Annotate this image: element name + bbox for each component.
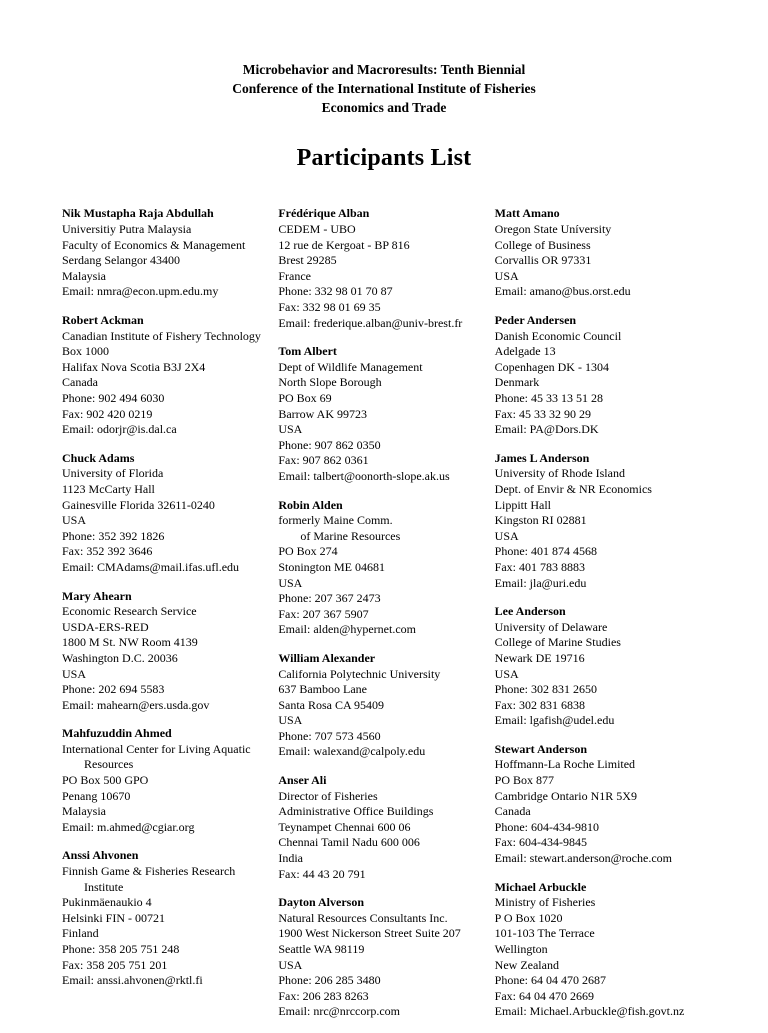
participants-column xyxy=(495,206,706,1033)
participant-detail-line: CEDEM - UBO xyxy=(278,222,356,237)
participant-detail-line: Kingston RI 02881 xyxy=(494,513,587,528)
participant-detail-line: PO Box 500 GPO xyxy=(62,773,149,788)
participant-detail-line: University of Florida xyxy=(62,466,164,481)
participant-name: Lee Anderson xyxy=(494,604,566,619)
participant-detail-line: Administrative Office Buildings xyxy=(278,804,434,819)
participant-entry xyxy=(278,206,479,331)
participant-detail-line: Wellington xyxy=(494,942,548,956)
participant-detail-line: 1123 McCarty Hall xyxy=(62,481,155,496)
participant-name: Mary Ahearn xyxy=(62,588,132,603)
participant-detail-line: India xyxy=(278,851,303,866)
participant-entry xyxy=(62,589,263,714)
participant-detail-line: Brest 29285 xyxy=(278,253,337,268)
participant-detail-line: Canadian Institute of Fishery Technology xyxy=(62,328,261,343)
participant-name: Michael Arbuckle xyxy=(494,879,587,894)
participant-detail-line: Phone: 707 573 4560 xyxy=(278,728,381,743)
participant-detail-line: Director of Fisheries xyxy=(278,788,378,803)
participant-detail-line: Dept. of Envir & NR Economics xyxy=(494,481,652,496)
participant-detail-line: formerly Maine Comm. xyxy=(278,513,393,528)
participant-detail-line: Email: lgafish@udel.edu xyxy=(494,713,615,728)
participant-entry xyxy=(278,498,479,638)
participant-detail-line: Resources xyxy=(84,757,134,772)
participant-name: Mahfuzuddin Ahmed xyxy=(62,726,172,741)
participant-detail-line: Email: Michael.Arbuckle@fish.govt.nz xyxy=(494,1004,685,1019)
participant-detail-line: Phone: 64 04 470 2687 xyxy=(494,973,606,988)
participant-detail-line: Seattle WA 98119 xyxy=(278,942,365,956)
participant-detail-line: Email: CMAdams@mail.ifas.ufl.edu xyxy=(62,559,240,574)
participants-column xyxy=(62,206,273,1001)
participant-name: Dayton Alverson xyxy=(278,895,364,910)
participant-detail-line: Washington D.C. 20036 xyxy=(62,650,178,665)
participant-name: Anssi Ahvonen xyxy=(62,848,139,863)
participant-entry xyxy=(278,773,479,882)
participant-detail-line: Canada xyxy=(494,804,531,819)
participant-detail-line: P O Box 1020 xyxy=(494,910,563,925)
participant-detail-line: Ministry of Fisheries xyxy=(494,895,596,910)
participant-detail-line: Phone: 332 98 01 70 87 xyxy=(278,284,393,299)
participant-detail-line: North Slope Borough xyxy=(278,375,382,390)
participant-detail-line: USA xyxy=(494,666,519,681)
participant-detail-line: International Center for Living Aquatic xyxy=(62,741,251,756)
participant-detail-line: Fax: 604-434-9845 xyxy=(494,835,587,850)
participant-detail-line: USDA-ERS-RED xyxy=(62,619,149,634)
participant-detail-line: Natural Resources Consultants Inc. xyxy=(278,910,448,925)
participant-detail-line: Fax: 206 283 8263 xyxy=(278,988,369,1003)
header-line-1: Microbehavior and Macroresults: Tenth Biennial xyxy=(242,62,526,77)
participant-detail-line: Email: nmra@econ.upm.edu.my xyxy=(62,284,219,299)
participant-detail-line: Malaysia xyxy=(62,268,106,283)
participant-entry xyxy=(278,344,479,484)
participant-name: Tom Albert xyxy=(278,344,337,359)
participant-detail-line: USA xyxy=(278,422,303,437)
participant-detail-line: Email: odorjr@is.dal.ca xyxy=(62,422,177,437)
participant-detail-line: Adelgade 13 xyxy=(494,344,556,359)
participant-detail-line: University of Rhode Island xyxy=(494,466,625,481)
participant-detail-line: Dept of Wildlife Management xyxy=(278,359,423,374)
participant-entry xyxy=(62,451,263,576)
participant-detail-line: California Polytechnic University xyxy=(278,666,441,681)
participant-detail-line: Pukinmäenaukio 4 xyxy=(62,895,152,910)
participant-entry xyxy=(495,451,696,591)
participant-detail-line: Fax: 44 43 20 791 xyxy=(278,866,366,881)
participant-name: Chuck Adams xyxy=(62,450,135,465)
participant-detail-line: Box 1000 xyxy=(62,344,110,359)
participant-detail-line: USA xyxy=(278,957,303,972)
participant-name: Frédérique Alban xyxy=(278,206,370,221)
participant-detail-line: Malaysia xyxy=(62,804,106,819)
participant-detail-line: Phone: 352 392 1826 xyxy=(62,528,165,543)
participant-detail-line: USA xyxy=(494,528,519,543)
participant-detail-line: Phone: 207 367 2473 xyxy=(278,591,381,606)
participant-detail-line: Fax: 902 420 0219 xyxy=(62,406,153,421)
participant-detail-line: Penang 10670 xyxy=(62,788,131,803)
participant-name: Nik Mustapha Raja Abdullah xyxy=(62,206,214,221)
participants-column xyxy=(278,206,489,1033)
participant-detail-line: Email: nrc@nrccorp.com xyxy=(278,1004,400,1019)
participant-entry xyxy=(495,313,696,438)
participant-detail-line: Email: jla@uri.edu xyxy=(494,575,587,590)
participant-entry xyxy=(62,848,263,988)
participant-detail-line: 12 rue de Kergoat - BP 816 xyxy=(278,237,410,252)
participant-detail-line: Cambridge Ontario N1R 5X9 xyxy=(494,788,637,803)
participant-detail-line: Email: amano@bus.orst.edu xyxy=(494,284,631,299)
participant-detail-line: Canada xyxy=(62,375,98,390)
participant-name: Stewart Anderson xyxy=(494,741,587,756)
participant-detail-line: of Marine Resources xyxy=(300,528,401,543)
participant-detail-line: 1900 West Nickerson Street Suite 207 xyxy=(278,926,461,941)
participant-detail-line: Phone: 206 285 3480 xyxy=(278,973,381,988)
participant-detail-line: College of Marine Studies xyxy=(494,635,621,650)
header-line-3: Economics and Trade xyxy=(321,100,447,116)
participant-detail-line: Barrow AK 99723 xyxy=(278,406,367,421)
participant-detail-line: PO Box 274 xyxy=(278,544,338,559)
participant-detail-line: Email: PA@Dors.DK xyxy=(494,422,599,437)
participant-detail-line: Fax: 401 783 8883 xyxy=(494,559,585,574)
participant-entry xyxy=(495,880,696,1020)
participant-detail-line: Oregon State Uníversity xyxy=(494,222,612,237)
participant-detail-line: Fax: 45 33 32 90 29 xyxy=(494,406,591,421)
header-line-2: Conference of the International Institute of Fisheries xyxy=(232,81,536,97)
participant-detail-line: Finland xyxy=(62,926,99,941)
participant-detail-line: Phone: 902 494 6030 xyxy=(62,391,165,405)
participant-detail-line: Email: alden@hypernet.com xyxy=(278,622,416,637)
participant-name: James L Anderson xyxy=(494,450,590,465)
participant-detail-line: PO Box 877 xyxy=(494,773,554,788)
participant-detail-line: 637 Bamboo Lane xyxy=(278,682,367,697)
participant-detail-line: Serdang Selangor 43400 xyxy=(62,253,180,268)
participant-entry xyxy=(495,206,696,300)
participant-detail-line: Phone: 45 33 13 51 28 xyxy=(494,391,603,405)
page-title: Participants List xyxy=(296,145,472,172)
participant-detail-line: Fax: 352 392 3646 xyxy=(62,544,153,559)
participant-detail-line: Danish Economic Council xyxy=(494,328,622,343)
participant-detail-line: Halifax Nova Scotia B3J 2X4 xyxy=(62,359,206,374)
participant-detail-line: Finnish Game & Fisheries Research xyxy=(62,864,236,879)
participant-detail-line: Email: frederique.alban@univ-brest.fr xyxy=(278,315,463,330)
participant-detail-line: Denmark xyxy=(494,375,540,390)
participant-entry xyxy=(278,895,479,1020)
participant-detail-line: Phone: 907 862 0350 xyxy=(278,437,381,452)
participant-detail-line: Fax: 332 98 01 69 35 xyxy=(278,300,381,315)
participant-detail-line: Stonington ME 04681 xyxy=(278,559,386,574)
participant-entry xyxy=(62,313,263,438)
participant-detail-line: Helsinki FIN - 00721 xyxy=(62,910,165,925)
participant-detail-line: Phone: 401 874 4568 xyxy=(494,544,597,559)
participant-detail-line: Universitiy Putra Malaysia xyxy=(62,222,192,237)
participant-detail-line: Email: walexand@calpoly.edu xyxy=(278,744,426,759)
participant-name: Robin Alden xyxy=(278,497,343,512)
participant-detail-line: USA xyxy=(494,268,519,283)
participant-detail-line: USA xyxy=(278,713,303,728)
participant-detail-line: College of Business xyxy=(494,237,591,252)
participant-name: Peder Andersen xyxy=(494,313,577,328)
participant-detail-line: Fax: 302 831 6838 xyxy=(494,697,585,712)
conference-header xyxy=(164,60,604,117)
participant-detail-line: Hoffmann-La Roche Limited xyxy=(494,757,636,772)
participant-detail-line: USA xyxy=(62,513,87,528)
participant-detail-line: Santa Rosa CA 95409 xyxy=(278,697,384,712)
participant-detail-line: New Zealand xyxy=(494,957,559,972)
participant-detail-line: Gainesville Florida 32611-0240 xyxy=(62,497,215,512)
participant-entry xyxy=(278,651,479,760)
participant-detail-line: Email: m.ahmed@cgiar.org xyxy=(62,819,195,834)
participant-detail-line: Email: talbert@oonorth-slope.ak.us xyxy=(278,468,450,483)
participant-detail-line: Corvallis OR 97331 xyxy=(494,253,592,268)
participant-entry xyxy=(62,726,263,835)
participant-detail-line: France xyxy=(278,268,311,283)
participant-entry xyxy=(495,604,696,729)
participant-name: Anser Ali xyxy=(278,773,327,788)
participant-detail-line: Phone: 358 205 751 248 xyxy=(62,942,180,956)
participant-detail-line: Email: stewart.anderson@roche.com xyxy=(494,851,672,866)
participant-entry xyxy=(495,742,696,867)
participant-detail-line: USA xyxy=(278,575,303,590)
participant-detail-line: Teynampet Chennai 600 06 xyxy=(278,819,411,834)
participant-detail-line: Institute xyxy=(84,879,124,894)
participant-detail-line: Fax: 358 205 751 201 xyxy=(62,957,168,972)
participants-columns xyxy=(62,206,706,1033)
participant-detail-line: Economic Research Service xyxy=(62,604,197,619)
participant-detail-line: Lippitt Hall xyxy=(494,497,551,512)
participant-detail-line: Copenhagen DK - 1304 xyxy=(494,359,609,374)
participant-detail-line: 1800 M St. NW Room 4139 xyxy=(62,635,198,650)
participant-detail-line: University of Delaware xyxy=(494,619,608,634)
participant-detail-line: Phone: 202 694 5583 xyxy=(62,682,165,697)
participant-detail-line: Newark DE 19716 xyxy=(494,650,585,665)
participant-detail-line: Email: mahearn@ers.usda.gov xyxy=(62,697,210,712)
participant-name: Matt Amano xyxy=(494,206,560,221)
participant-detail-line: 101-103 The Terrace xyxy=(494,926,595,941)
participant-detail-line: Faculty of Economics & Management xyxy=(62,237,246,252)
participant-detail-line: Fax: 64 04 470 2669 xyxy=(494,988,594,1003)
participant-detail-line: Email: anssi.ahvonen@rktl.fi xyxy=(62,973,203,988)
participant-name: William Alexander xyxy=(278,650,376,665)
participant-detail-line: Fax: 907 862 0361 xyxy=(278,453,369,468)
participant-detail-line: USA xyxy=(62,666,87,681)
participant-detail-line: Phone: 604-434-9810 xyxy=(494,819,599,834)
participant-entry xyxy=(62,206,263,300)
participant-detail-line: PO Box 69 xyxy=(278,391,332,405)
participant-detail-line: Fax: 207 367 5907 xyxy=(278,606,369,621)
participant-detail-line: Phone: 302 831 2650 xyxy=(494,682,597,697)
participant-name: Robert Ackman xyxy=(62,313,144,328)
participant-detail-line: Chennai Tamil Nadu 600 006 xyxy=(278,835,420,850)
